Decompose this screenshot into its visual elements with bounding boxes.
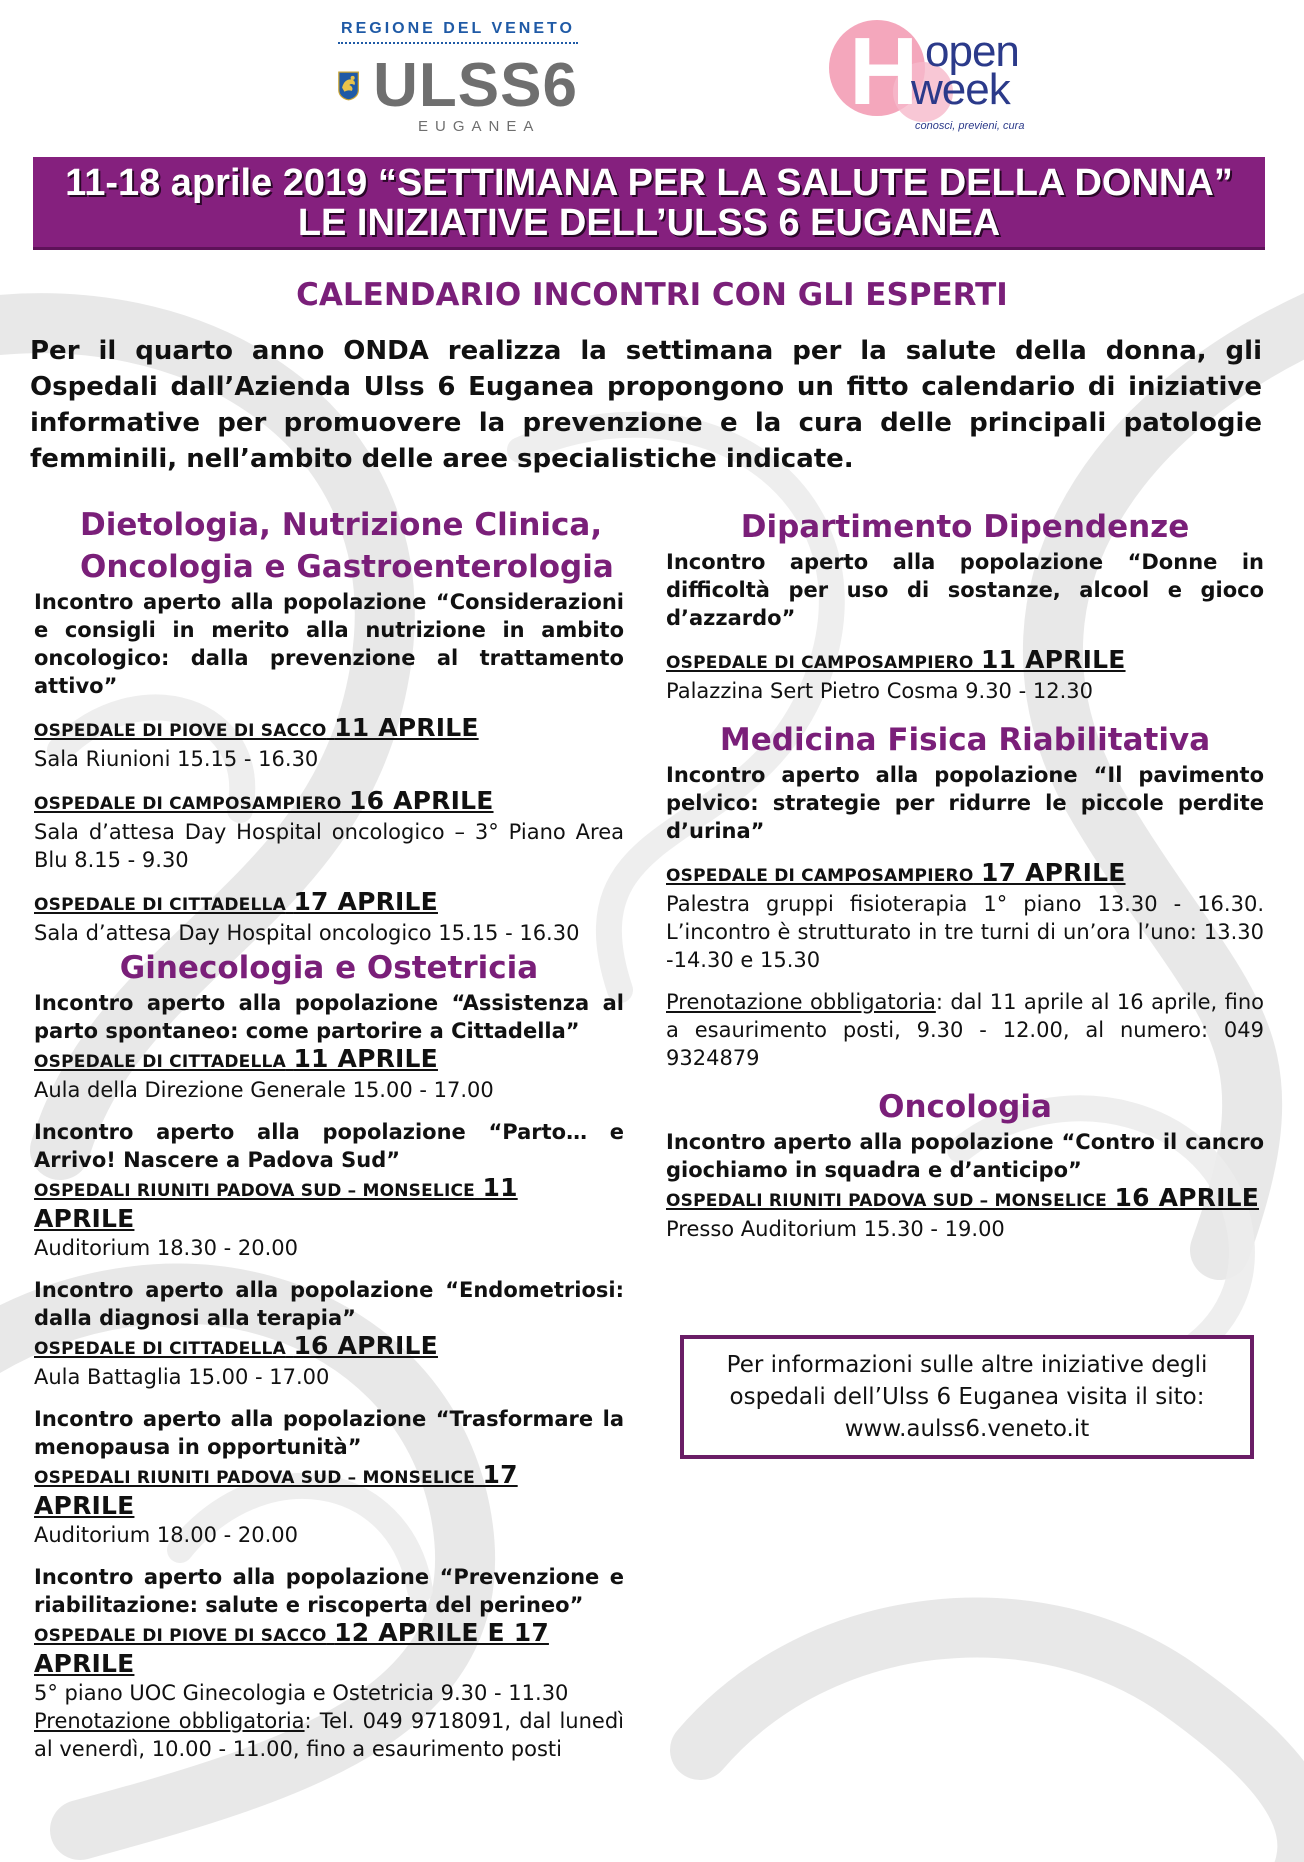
event-description: Incontro aperto alla popolazione “Endometriosi: dalla diagnosi alla terapia” <box>34 1278 624 1330</box>
page-subtitle: CALENDARIO INCONTRI CON GLI ESPERTI <box>296 277 1008 313</box>
hopen-tagline: conosci, previeni, cura <box>915 120 1025 132</box>
event-info: Auditorium 18.00 - 20.00 <box>34 1523 298 1547</box>
event-info: Auditorium 18.30 - 20.00 <box>34 1236 298 1260</box>
website-link[interactable]: www.aulss6.veneto.it <box>844 1416 1090 1442</box>
event-description: Incontro aperto alla popolazione “Trasformare la menopausa in opportunità” <box>34 1407 624 1459</box>
event-hospital: OSPEDALE DI CAMPOSAMPIERO 11 APRILE <box>666 645 1126 674</box>
event-description: Incontro aperto alla popolazione “Donne in difficoltà per uso di sostanze, alcool e gioco d’azzardo” <box>666 550 1264 630</box>
svg-text:H: H <box>849 18 919 125</box>
section-title-oncologia: Oncologia <box>878 1089 1052 1125</box>
event-info: Palazzina Sert Pietro Cosma 9.30 - 12.30 <box>666 679 1093 703</box>
event-info: Aula della Direzione Generale 15.00 - 17.00 <box>34 1078 494 1102</box>
event-description: Incontro aperto alla popolazione “Assistenza al parto spontaneo: come partorire a Cittadella” <box>34 991 624 1043</box>
event-description: Incontro aperto alla popolazione “Considerazioni e consigli in merito alla nutrizione in ambito oncologico: dalla prevenzione al trattamento attivo” <box>34 590 624 698</box>
title-line-1: 11-18 aprile 2019 “SETTIMANA PER LA SALUTE DELLA DONNA” <box>65 162 1233 204</box>
event-info: Sala d’attesa Day Hospital oncologico 15.15 - 16.30 <box>34 921 580 945</box>
event-hospital: OSPEDALE DI CITTADELLA 16 APRILE <box>34 1331 438 1360</box>
info-box-line-1: Per informazioni sulle altre iniziative degli <box>726 1352 1208 1378</box>
veneto-lion-shield-icon <box>338 50 359 122</box>
event-hospital: OSPEDALE DI PIOVE DI SACCO 11 APRILE <box>34 713 479 742</box>
hopen-week-logo <box>815 18 1065 138</box>
event-info: Aula Battaglia 15.00 - 17.00 <box>34 1365 330 1389</box>
booking-note: Prenotazione obbligatoria: dal 11 aprile al 16 aprile, fino a esaurimento posti, 9.30 - 12.00, al numero: 049 9324879 <box>666 990 1264 1070</box>
event-hospital: OSPEDALE DI CAMPOSAMPIERO 17 APRILE <box>666 858 1126 887</box>
event-hospital: OSPEDALI RIUNITI PADOVA SUD – MONSELICE 16 APRILE <box>666 1183 1260 1212</box>
section-title-ginecologia: Ginecologia e Ostetricia <box>119 950 539 986</box>
event-hospital: OSPEDALE DI PIOVE DI SACCO 12 APRILE E 17 APRILE <box>34 1618 549 1678</box>
ulss-subname: EUGANEA <box>418 118 541 135</box>
section-title-dietologia: Dietologia, Nutrizione Clinica, <box>80 507 603 543</box>
ulss-name: ULSS6 <box>373 51 578 120</box>
section-title-medicina: Medicina Fisica Riabilitativa <box>719 722 1211 758</box>
info-box-line-2: ospedali dell’Ulss 6 Euganea visita il sito: <box>729 1384 1205 1410</box>
logo-divider <box>338 42 578 44</box>
title-line-2: LE INIZIATIVE DELL’ULSS 6 EUGANEA <box>297 202 1001 244</box>
section-title-dietologia-2: Oncologia e Gastroenterologia <box>80 549 614 585</box>
event-info: 5° piano UOC Ginecologia e Ostetricia 9.30 - 11.30 <box>34 1681 569 1705</box>
left-column <box>34 504 624 1763</box>
info-box <box>680 1335 1254 1459</box>
event-description: Incontro aperto alla popolazione “Il pavimento pelvico: strategie per ridurre le piccole perdite d’urina” <box>666 763 1264 843</box>
hopen-week-text: week <box>911 65 1010 114</box>
event-hospital: OSPEDALE DI CITTADELLA 17 APRILE <box>34 887 438 916</box>
event-hospital: OSPEDALE DI CITTADELLA 11 APRILE <box>34 1044 438 1073</box>
event-description: Incontro aperto alla popolazione “Parto… e Arrivo! Nascere a Padova Sud” <box>34 1120 624 1172</box>
event-hospital: OSPEDALE DI CAMPOSAMPIERO 16 APRILE <box>34 786 494 815</box>
event-description: Incontro aperto alla popolazione “Prevenzione e riabilitazione: salute e riscoperta del perineo” <box>34 1565 624 1617</box>
hopen-open-text: open <box>925 27 1019 76</box>
ulss-logo <box>338 20 578 136</box>
right-column <box>666 506 1264 1243</box>
event-info: Sala Riunioni 15.15 - 16.30 <box>34 747 319 771</box>
event-description: Incontro aperto alla popolazione “Contro il cancro giochiamo in squadra e d’anticipo” <box>666 1130 1264 1182</box>
section-title-dipendenze: Dipartimento Dipendenze <box>740 509 1190 545</box>
event-info: Presso Auditorium 15.30 - 19.00 <box>666 1217 1005 1241</box>
event-hospital: OSPEDALI RIUNITI PADOVA SUD – MONSELICE 11 APRILE <box>34 1173 518 1233</box>
event-info: Palestra gruppi fisioterapia 1° piano 13.30 - 16.30. L’incontro è strutturato in tre turni di un’ora l’uno: 13.30 -14.30 e 15.30 <box>666 892 1264 972</box>
region-label: REGIONE DEL VENETO <box>341 20 575 37</box>
event-hospital: OSPEDALI RIUNITI PADOVA SUD – MONSELICE 17 APRILE <box>34 1460 518 1520</box>
intro-paragraph: Per il quarto anno ONDA realizza la settimana per la salute della donna, gli Ospedali dall’Azienda Ulss 6 Euganea propongono un fitto calendario di iniziative informative per promuovere la prevenzione e la cura delle principali patologie femminili, nell’ambito delle aree specialistiche indicate. <box>30 336 1262 474</box>
booking-note: Prenotazione obbligatoria: Tel. 049 9718091, dal lunedì al venerdì, 10.00 - 11.00, fino a esaurimento posti <box>34 1709 624 1761</box>
title-banner <box>33 157 1265 250</box>
event-info: Sala d’attesa Day Hospital oncologico – 3° Piano Area Blu 8.15 - 9.30 <box>34 820 624 872</box>
